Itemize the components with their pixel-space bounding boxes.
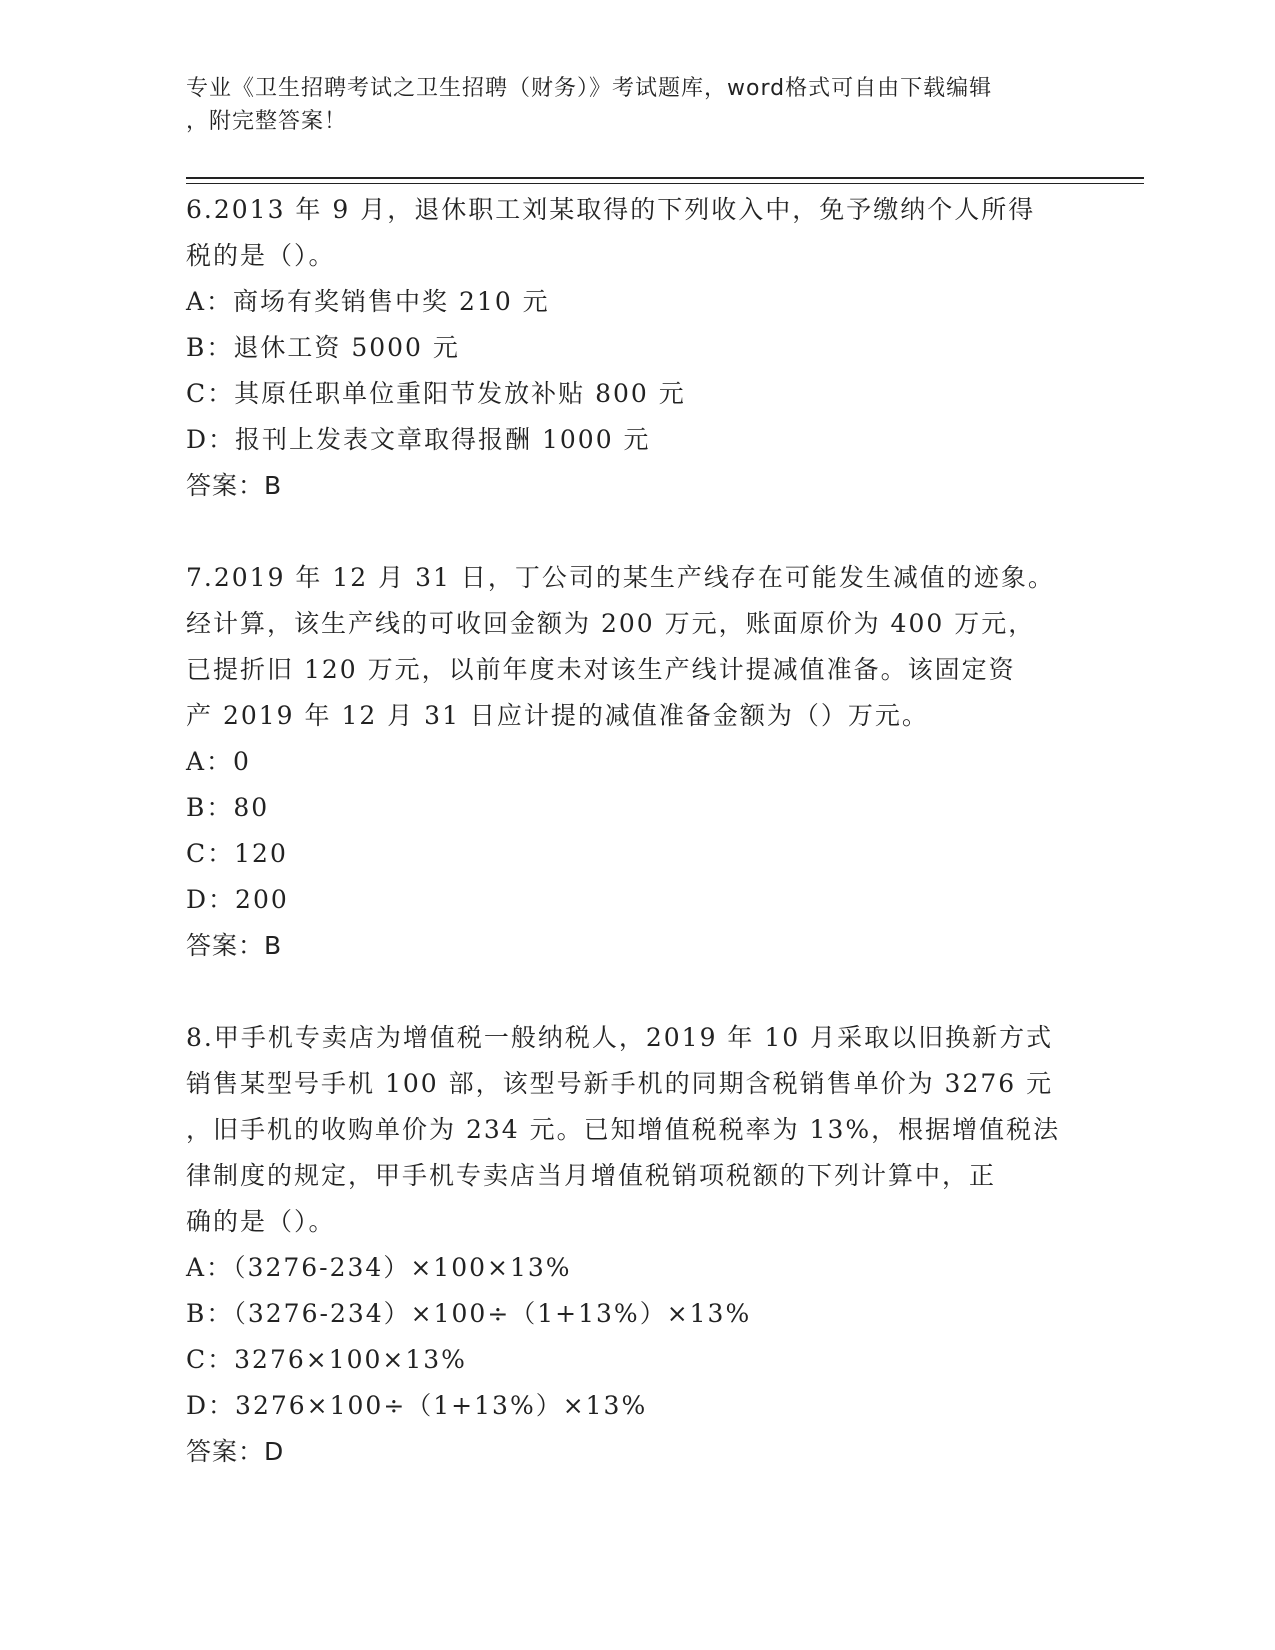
question-stem-line: 销售某型号手机 100 部，该型号新手机的同期含税销售单价为 3276 元: [186, 1069, 1054, 1098]
header-divider-thin: [186, 183, 1144, 184]
question-8: [186, 1015, 1086, 1475]
answer-text: 答案：B: [186, 931, 283, 960]
header-divider-thick: [186, 177, 1144, 179]
document-header: [186, 72, 1066, 138]
question-stem-line: 8.甲手机专卖店为增值税一般纳税人，2019 年 10 月采取以旧换新方式: [186, 1023, 1054, 1052]
question-stem-line: 6.2013 年 9 月，退休职工刘某取得的下列收入中，免予缴纳个人所得: [186, 195, 1036, 224]
question-stem-line: 产 2019 年 12 月 31 日应计提的减值准备金额为（）万元。: [186, 701, 929, 730]
answer-text: 答案：B: [186, 471, 283, 500]
question-stem-line: 经计算，该生产线的可收回金额为 200 万元，账面原价为 400 万元，: [186, 609, 1036, 638]
option-c: C：3276×100×13%: [186, 1345, 467, 1374]
option-d: D：报刊上发表文章取得报酬 1000 元: [186, 425, 651, 454]
question-stem-line: ，旧手机的收购单价为 234 元。已知增值税税率为 13%，根据增值税法: [186, 1115, 1061, 1144]
option-b: B：（3276-234）×100÷（1+13%）×13%: [186, 1299, 752, 1328]
question-stem-line: 确的是（）。: [186, 1207, 336, 1236]
question-stem-line: 7.2019 年 12 月 31 日，丁公司的某生产线存在可能发生减值的迹象。: [186, 563, 1055, 592]
option-c: C：120: [186, 839, 288, 868]
answer-text: 答案：D: [186, 1437, 285, 1466]
question-6: [186, 187, 1086, 509]
question-stem-line: 已提折旧 120 万元，以前年度未对该生产线计提减值准备。该固定资: [186, 655, 1016, 684]
option-c: C：其原任职单位重阳节发放补贴 800 元: [186, 379, 686, 408]
option-b: B：退休工资 5000 元: [186, 333, 460, 362]
option-a: A：（3276-234）×100×13%: [186, 1253, 572, 1282]
option-a: A：0: [186, 747, 251, 776]
question-stem-line: 税的是（）。: [186, 241, 336, 270]
header-line-2: ，附完整答案！: [186, 109, 348, 134]
header-line-1: 专业《卫生招聘考试之卫生招聘（财务）》考试题库，word格式可自由下载编辑: [186, 76, 993, 101]
question-stem-line: 律制度的规定，甲手机专卖店当月增值税销项税额的下列计算中，正: [186, 1161, 997, 1190]
question-list: [186, 187, 1086, 1521]
option-b: B：80: [186, 793, 270, 822]
option-d: D：3276×100÷（1+13%）×13%: [186, 1391, 648, 1420]
option-d: D：200: [186, 885, 289, 914]
option-a: A：商场有奖销售中奖 210 元: [186, 287, 550, 316]
question-7: [186, 555, 1086, 969]
